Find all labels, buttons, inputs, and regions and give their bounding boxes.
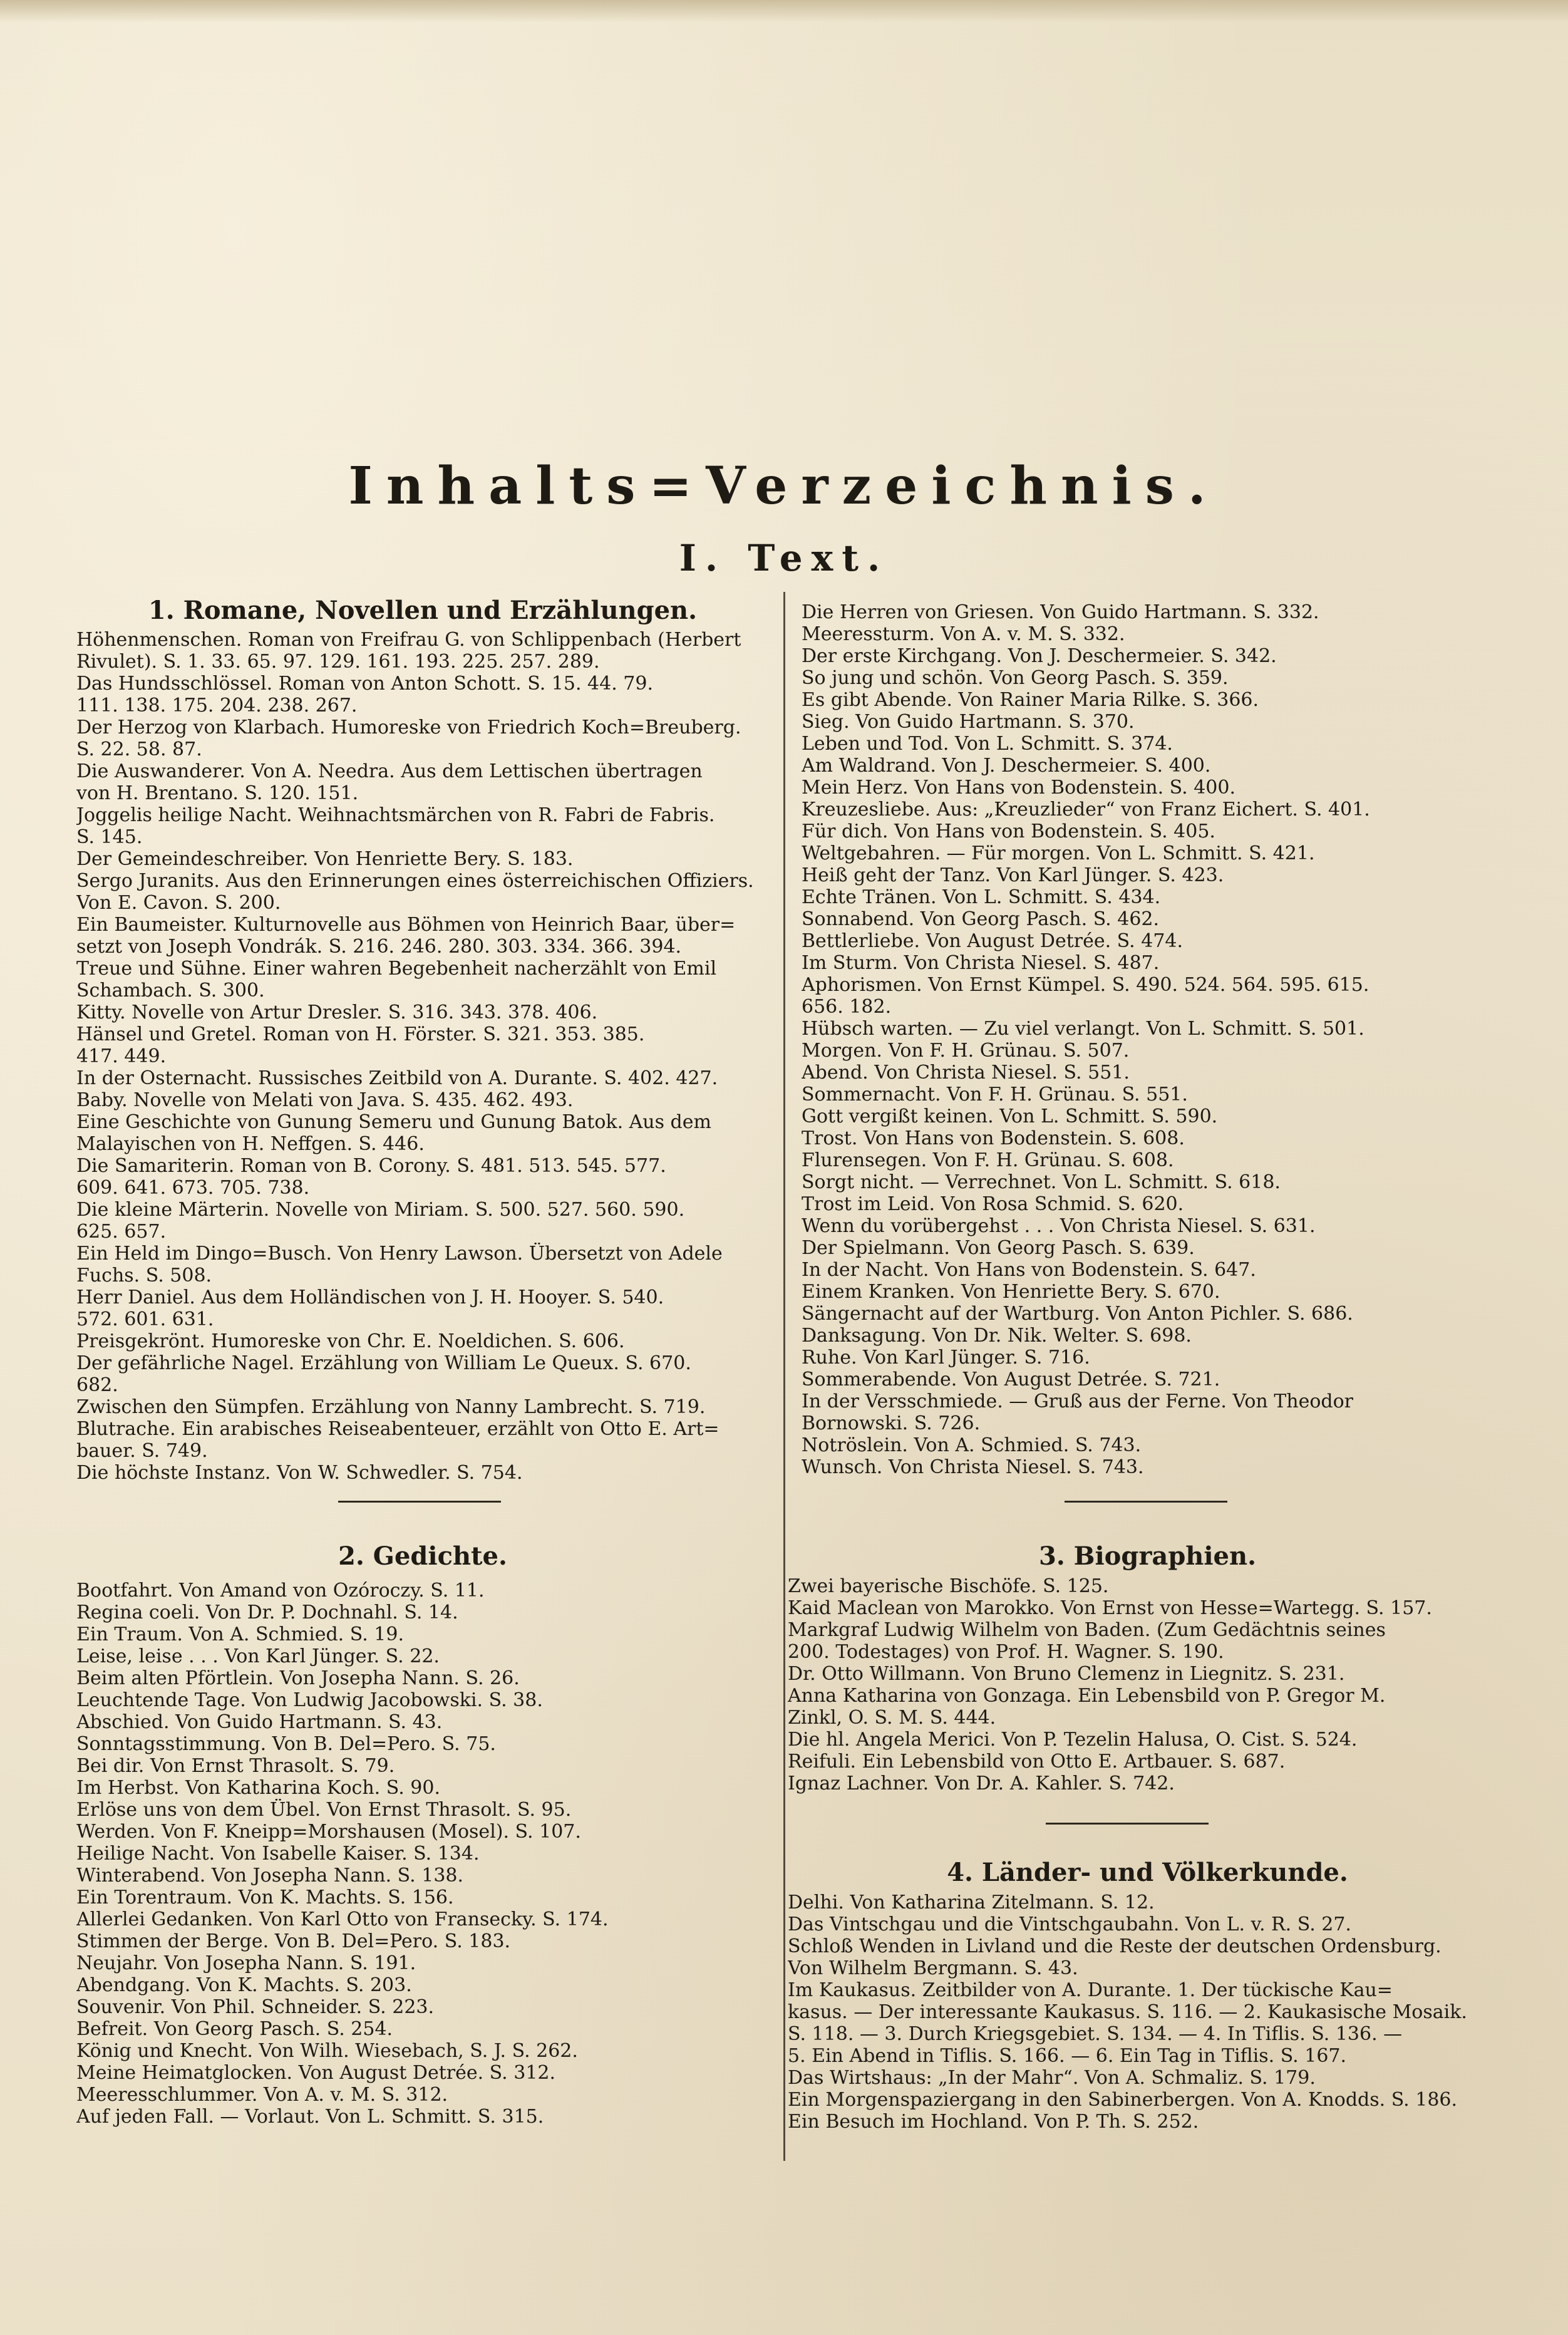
toc-entry-line: Wunsch. Von Christa Niesel. S. 743.	[802, 1456, 1144, 1478]
toc-entry-line: Fuchs. S. 508.	[76, 1265, 212, 1287]
toc-entry-line: Sieg. Von Guido Hartmann. S. 370.	[802, 711, 1135, 733]
toc-entry-line: Gott vergißt keinen. Von L. Schmitt. S. 590.	[802, 1105, 1218, 1127]
toc-entry-line: Allerlei Gedanken. Von Karl Otto von Fransecky. S. 174.	[76, 1908, 609, 1930]
toc-entry-line: Beim alten Pförtlein. Von Josepha Nann. S. 26.	[76, 1667, 520, 1689]
entry-list-biographien	[788, 1575, 1500, 1794]
column-divider	[783, 592, 785, 2161]
toc-entry-line: Ein Morgenspaziergang in den Sabinerbergen. Von A. Knodds. S. 186.	[788, 2089, 1458, 2111]
toc-entry-line: Eine Geschichte von Gunung Semeru und Gunung Batok. Aus dem	[76, 1111, 711, 1133]
toc-entry-line: Echte Tränen. Von L. Schmitt. S. 434.	[802, 886, 1161, 908]
toc-entry-line: Befreit. Von Georg Pasch. S. 254.	[76, 2018, 393, 2040]
part-title: I. Text.	[679, 537, 889, 579]
toc-entry-line: von H. Brentano. S. 120. 151.	[76, 782, 359, 804]
toc-entry-line: Meine Heimatglocken. Von August Detrée. S. 312.	[76, 2062, 556, 2084]
toc-entry-line: Reifuli. Ein Lebensbild von Otto E. Artbauer. S. 687.	[788, 1751, 1286, 1773]
toc-entry-line: In der Versschmiede. — Gruß aus der Ferne. Von Theodor	[802, 1390, 1354, 1412]
toc-entry-line: Bei dir. Von Ernst Thrasolt. S. 79.	[76, 1755, 395, 1777]
toc-entry-line: 656. 182.	[802, 996, 892, 1018]
toc-entry-line: 111. 138. 175. 204. 238. 267.	[76, 695, 358, 717]
toc-entry-line: Am Waldrand. Von J. Deschermeier. S. 400.	[802, 755, 1211, 777]
toc-entry-line: Sonntagsstimmung. Von B. Del=Pero. S. 75.	[76, 1733, 496, 1755]
toc-entry-line: Das Wirtshaus: „In der Mahr“. Von A. Schmaliz. S. 179.	[788, 2067, 1316, 2089]
toc-entry-line: Wenn du vorübergehst . . . Von Christa Niesel. S. 631.	[802, 1215, 1316, 1237]
toc-entry-line: Im Sturm. Von Christa Niesel. S. 487.	[802, 952, 1160, 974]
toc-entry-line: Bettlerliebe. Von August Detrée. S. 474.	[802, 930, 1184, 952]
toc-entry-line: In der Nacht. Von Hans von Bodenstein. S. 647.	[802, 1259, 1256, 1281]
toc-entry-line: 682.	[76, 1374, 118, 1396]
toc-entry-line: Im Kaukasus. Zeitbilder von A. Durante. 1. Der tückische Kau=	[788, 1979, 1393, 2001]
toc-entry-line: Treue und Sühne. Einer wahren Begebenheit nacherzählt von Emil	[76, 958, 717, 980]
toc-entry-line: 572. 601. 631.	[76, 1308, 214, 1330]
toc-entry-line: Werden. Von F. Kneipp=Morshausen (Mosel). S. 107.	[76, 1821, 581, 1843]
toc-entry-line: In der Osternacht. Russisches Zeitbild von A. Durante. S. 402. 427.	[76, 1067, 718, 1089]
toc-entry-line: Das Vintschgau und die Vintschgaubahn. Von L. v. R. S. 27.	[788, 1913, 1351, 1935]
toc-entry-line: Notröslein. Von A. Schmied. S. 743.	[802, 1434, 1142, 1456]
toc-entry-line: Heiß geht der Tanz. Von Karl Jünger. S. 423.	[802, 864, 1224, 886]
toc-entry-line: Zinkl, O. S. M. S. 444.	[788, 1707, 996, 1729]
toc-entry-line: S. 22. 58. 87.	[76, 738, 202, 760]
toc-entry-line: 200. Todestages) von Prof. H. Wagner. S. 190.	[788, 1641, 1224, 1663]
toc-entry-line: Für dich. Von Hans von Bodenstein. S. 405.	[802, 821, 1215, 842]
toc-entry-line: Trost. Von Hans von Bodenstein. S. 608.	[802, 1127, 1185, 1149]
toc-entry-line: Winterabend. Von Josepha Nann. S. 138.	[76, 1865, 464, 1887]
toc-entry-line: 609. 641. 673. 705. 738.	[76, 1177, 310, 1199]
toc-entry-line: So jung und schön. Von Georg Pasch. S. 359.	[802, 667, 1229, 689]
toc-entry-line: Ein Held im Dingo=Busch. Von Henry Lawson. Übersetzt von Adele	[76, 1243, 723, 1265]
toc-entry-line: Ignaz Lachner. Von Dr. A. Kahler. S. 742.	[788, 1773, 1175, 1794]
toc-entry-line: Baby. Novelle von Melati von Java. S. 435. 462. 493.	[76, 1089, 574, 1111]
toc-entry-line: Markgraf Ludwig Wilhelm von Baden. (Zum Gedächtnis seines	[788, 1619, 1386, 1641]
toc-entry-line: Ruhe. Von Karl Jünger. S. 716.	[802, 1347, 1090, 1369]
toc-entry-line: Die Auswanderer. Von A. Needra. Aus dem Lettischen übertragen	[76, 760, 703, 782]
toc-entry-line: Die Herren von Griesen. Von Guido Hartmann. S. 332.	[802, 601, 1319, 623]
toc-entry-line: Souvenir. Von Phil. Schneider. S. 223.	[76, 1996, 435, 2018]
toc-entry-line: Heilige Nacht. Von Isabelle Kaiser. S. 134.	[76, 1843, 480, 1865]
toc-entry-line: Sonnabend. Von Georg Pasch. S. 462.	[802, 908, 1160, 930]
toc-entry-line: Erlöse uns von dem Übel. Von Ernst Thrasolt. S. 95.	[76, 1799, 572, 1821]
toc-entry-line: kasus. — Der interessante Kaukasus. S. 116. — 2. Kaukasische Mosaik.	[788, 2001, 1467, 2023]
paper-edge	[0, 0, 1568, 23]
entry-list-romane	[76, 629, 776, 1484]
toc-entry-line: Zwischen den Sümpfen. Erzählung von Nanny Lambrecht. S. 719.	[76, 1396, 706, 1418]
toc-entry-line: Joggelis heilige Nacht. Weihnachtsmärchen von R. Fabri de Fabris.	[76, 804, 715, 826]
toc-entry-line: Stimmen der Berge. Von B. Del=Pero. S. 183.	[76, 1930, 511, 1952]
entry-list-gedichte	[76, 1580, 776, 2128]
toc-entry-line: S. 145.	[76, 826, 143, 848]
toc-entry-line: Morgen. Von F. H. Grünau. S. 507.	[802, 1040, 1130, 1062]
toc-entry-line: Leise, leise . . . Von Karl Jünger. S. 22.	[76, 1645, 440, 1667]
toc-entry-line: Der gefährliche Nagel. Erzählung von William Le Queux. S. 670.	[76, 1352, 691, 1374]
toc-entry-line: S. 118. — 3. Durch Kriegsgebiet. S. 134. — 4. In Tiflis. S. 136. —	[788, 2023, 1403, 2045]
toc-entry-line: Ein Torentraum. Von K. Machts. S. 156.	[76, 1887, 454, 1908]
toc-entry-line: Danksagung. Von Dr. Nik. Welter. S. 698.	[802, 1325, 1192, 1347]
toc-entry-line: Auf jeden Fall. — Vorlaut. Von L. Schmitt. S. 315.	[76, 2106, 544, 2128]
toc-entry-line: Leuchtende Tage. Von Ludwig Jacobowski. S. 38.	[76, 1689, 543, 1711]
toc-entry-line: Kitty. Novelle von Artur Dresler. S. 316. 343. 378. 406.	[76, 1002, 598, 1023]
toc-entry-line: Abschied. Von Guido Hartmann. S. 43.	[76, 1711, 443, 1733]
toc-entry-line: Die Samariterin. Roman von B. Corony. S. 481. 513. 545. 577.	[76, 1155, 666, 1177]
toc-entry-line: Die hl. Angela Merici. Von P. Tezelin Halusa, O. Cist. S. 524.	[788, 1729, 1358, 1751]
toc-entry-line: Die höchste Instanz. Von W. Schwedler. S. 754.	[76, 1462, 523, 1484]
page-title: Inhalts=Verzeichnis.	[348, 456, 1220, 516]
toc-entry-line: Zwei bayerische Bischöfe. S. 125.	[788, 1575, 1109, 1597]
toc-entry-line: Sergo Juranits. Aus den Erinnerungen eines österreichischen Offiziers.	[76, 870, 754, 892]
toc-entry-line: Schloß Wenden in Livland und die Reste der deutschen Ordensburg.	[788, 1935, 1442, 1957]
toc-entry-line: Kreuzesliebe. Aus: „Kreuzlieder“ von Franz Eichert. S. 401.	[802, 799, 1370, 821]
toc-entry-line: Sommerabende. Von August Detrée. S. 721.	[802, 1369, 1220, 1390]
toc-entry-line: Höhenmenschen. Roman von Freifrau G. von Schlippenbach (Herbert	[76, 629, 741, 651]
toc-entry-line: Abend. Von Christa Niesel. S. 551.	[802, 1062, 1130, 1084]
toc-entry-line: Rivulet). S. 1. 33. 65. 97. 129. 161. 193. 225. 257. 289.	[76, 651, 600, 673]
section-divider	[338, 1501, 501, 1503]
toc-entry-line: Blutrache. Ein arabisches Reiseabenteuer, erzählt von Otto E. Art=	[76, 1418, 720, 1440]
toc-entry-line: 5. Ein Abend in Tiflis. S. 166. — 6. Ein Tag in Tiflis. S. 167.	[788, 2045, 1347, 2067]
toc-entry-line: Sorgt nicht. — Verrechnet. Von L. Schmitt. S. 618.	[802, 1171, 1281, 1193]
toc-entry-line: Von E. Cavon. S. 200.	[76, 892, 281, 914]
toc-entry-line: Anna Katharina von Gonzaga. Ein Lebensbild von P. Gregor M.	[788, 1685, 1386, 1707]
toc-entry-line: 417. 449.	[76, 1045, 167, 1067]
toc-entry-line: Dr. Otto Willmann. Von Bruno Clemenz in Liegnitz. S. 231.	[788, 1663, 1345, 1685]
toc-entry-line: Einem Kranken. Von Henriette Bery. S. 670.	[802, 1281, 1220, 1303]
toc-entry-line: 625. 657.	[76, 1221, 167, 1243]
toc-entry-line: Ein Baumeister. Kulturnovelle aus Böhmen von Heinrich Baar, über=	[76, 914, 736, 936]
toc-entry-line: Hänsel und Gretel. Roman von H. Förster. S. 321. 353. 385.	[76, 1023, 645, 1045]
toc-entry-line: Der erste Kirchgang. Von J. Deschermeier. S. 342.	[802, 645, 1277, 667]
toc-entry-line: Es gibt Abende. Von Rainer Maria Rilke. S. 366.	[802, 689, 1259, 711]
section-heading-biographien: 3. Biographien.	[1038, 1541, 1257, 1571]
toc-entry-line: Flurensegen. Von F. H. Grünau. S. 608.	[802, 1149, 1174, 1171]
toc-entry-line: Ein Traum. Von A. Schmied. S. 19.	[76, 1623, 405, 1645]
section-heading-gedichte: 2. Gedichte.	[338, 1541, 507, 1571]
toc-entry-line: Sängernacht auf der Wartburg. Von Anton Pichler. S. 686.	[802, 1303, 1353, 1325]
toc-entry-line: König und Knecht. Von Wilh. Wiesebach, S. J. S. 262.	[76, 2040, 578, 2062]
toc-entry-line: Leben und Tod. Von L. Schmitt. S. 374.	[802, 733, 1173, 755]
toc-entry-line: bauer. S. 749.	[76, 1440, 208, 1462]
toc-entry-line: Der Gemeindeschreiber. Von Henriette Bery. S. 183.	[76, 848, 574, 870]
toc-entry-line: Regina coeli. Von Dr. P. Dochnahl. S. 14.	[76, 1602, 458, 1623]
toc-entry-line: Hübsch warten. — Zu viel verlangt. Von L. Schmitt. S. 501.	[802, 1018, 1364, 1040]
toc-entry-line: Aphorismen. Von Ernst Kümpel. S. 490. 524. 564. 595. 615.	[802, 974, 1369, 996]
toc-entry-line: Trost im Leid. Von Rosa Schmid. S. 620.	[802, 1193, 1184, 1215]
toc-entry-line: Der Herzog von Klarbach. Humoreske von Friedrich Koch=Breuberg.	[76, 717, 741, 738]
toc-entry-line: setzt von Joseph Vondrák. S. 216. 246. 280. 303. 334. 366. 394.	[76, 936, 682, 958]
toc-entry-line: Abendgang. Von K. Machts. S. 203.	[76, 1974, 412, 1996]
entry-list-romane-continued	[802, 601, 1500, 1478]
toc-entry-line: Neujahr. Von Josepha Nann. S. 191.	[76, 1952, 416, 1974]
toc-entry-line: Herr Daniel. Aus dem Holländischen von J. H. Hooyer. S. 540.	[76, 1287, 664, 1308]
toc-entry-line: Von Wilhelm Bergmann. S. 43.	[788, 1957, 1078, 1979]
section-divider	[1046, 1823, 1209, 1825]
section-heading-laender: 4. Länder- und Völkerkunde.	[947, 1858, 1348, 1887]
toc-entry-line: Malayischen von H. Neffgen. S. 446.	[76, 1133, 425, 1155]
toc-entry-line: Meeresschlummer. Von A. v. M. S. 312.	[76, 2084, 448, 2106]
toc-entry-line: Der Spielmann. Von Georg Pasch. S. 639.	[802, 1237, 1195, 1259]
toc-entry-line: Bornowski. S. 726.	[802, 1412, 981, 1434]
toc-entry-line: Das Hundsschlössel. Roman von Anton Schott. S. 15. 44. 79.	[76, 673, 654, 695]
toc-entry-line: Delhi. Von Katharina Zitelmann. S. 12.	[788, 1892, 1155, 1913]
toc-entry-line: Schambach. S. 300.	[76, 980, 265, 1002]
toc-entry-line: Preisgekrönt. Humoreske von Chr. E. Noeldichen. S. 606.	[76, 1330, 625, 1352]
toc-entry-line: Sommernacht. Von F. H. Grünau. S. 551.	[802, 1084, 1188, 1105]
toc-entry-line: Weltgebahren. — Für morgen. Von L. Schmitt. S. 421.	[802, 842, 1315, 864]
section-heading-romane: 1. Romane, Novellen und Erzählungen.	[148, 596, 698, 625]
entry-list-laender	[788, 1892, 1500, 2133]
toc-entry-line: Mein Herz. Von Hans von Bodenstein. S. 400.	[802, 777, 1235, 799]
section-divider	[1065, 1501, 1227, 1503]
toc-entry-line: Die kleine Märterin. Novelle von Miriam. S. 500. 527. 560. 590.	[76, 1199, 685, 1221]
toc-entry-line: Bootfahrt. Von Amand von Ozóroczy. S. 11.	[76, 1580, 485, 1602]
toc-entry-line: Ein Besuch im Hochland. Von P. Th. S. 252.	[788, 2111, 1199, 2133]
toc-entry-line: Meeressturm. Von A. v. M. S. 332.	[802, 623, 1125, 645]
toc-entry-line: Kaid Maclean von Marokko. Von Ernst von Hesse=Wartegg. S. 157.	[788, 1597, 1432, 1619]
toc-entry-line: Im Herbst. Von Katharina Koch. S. 90.	[76, 1777, 441, 1799]
